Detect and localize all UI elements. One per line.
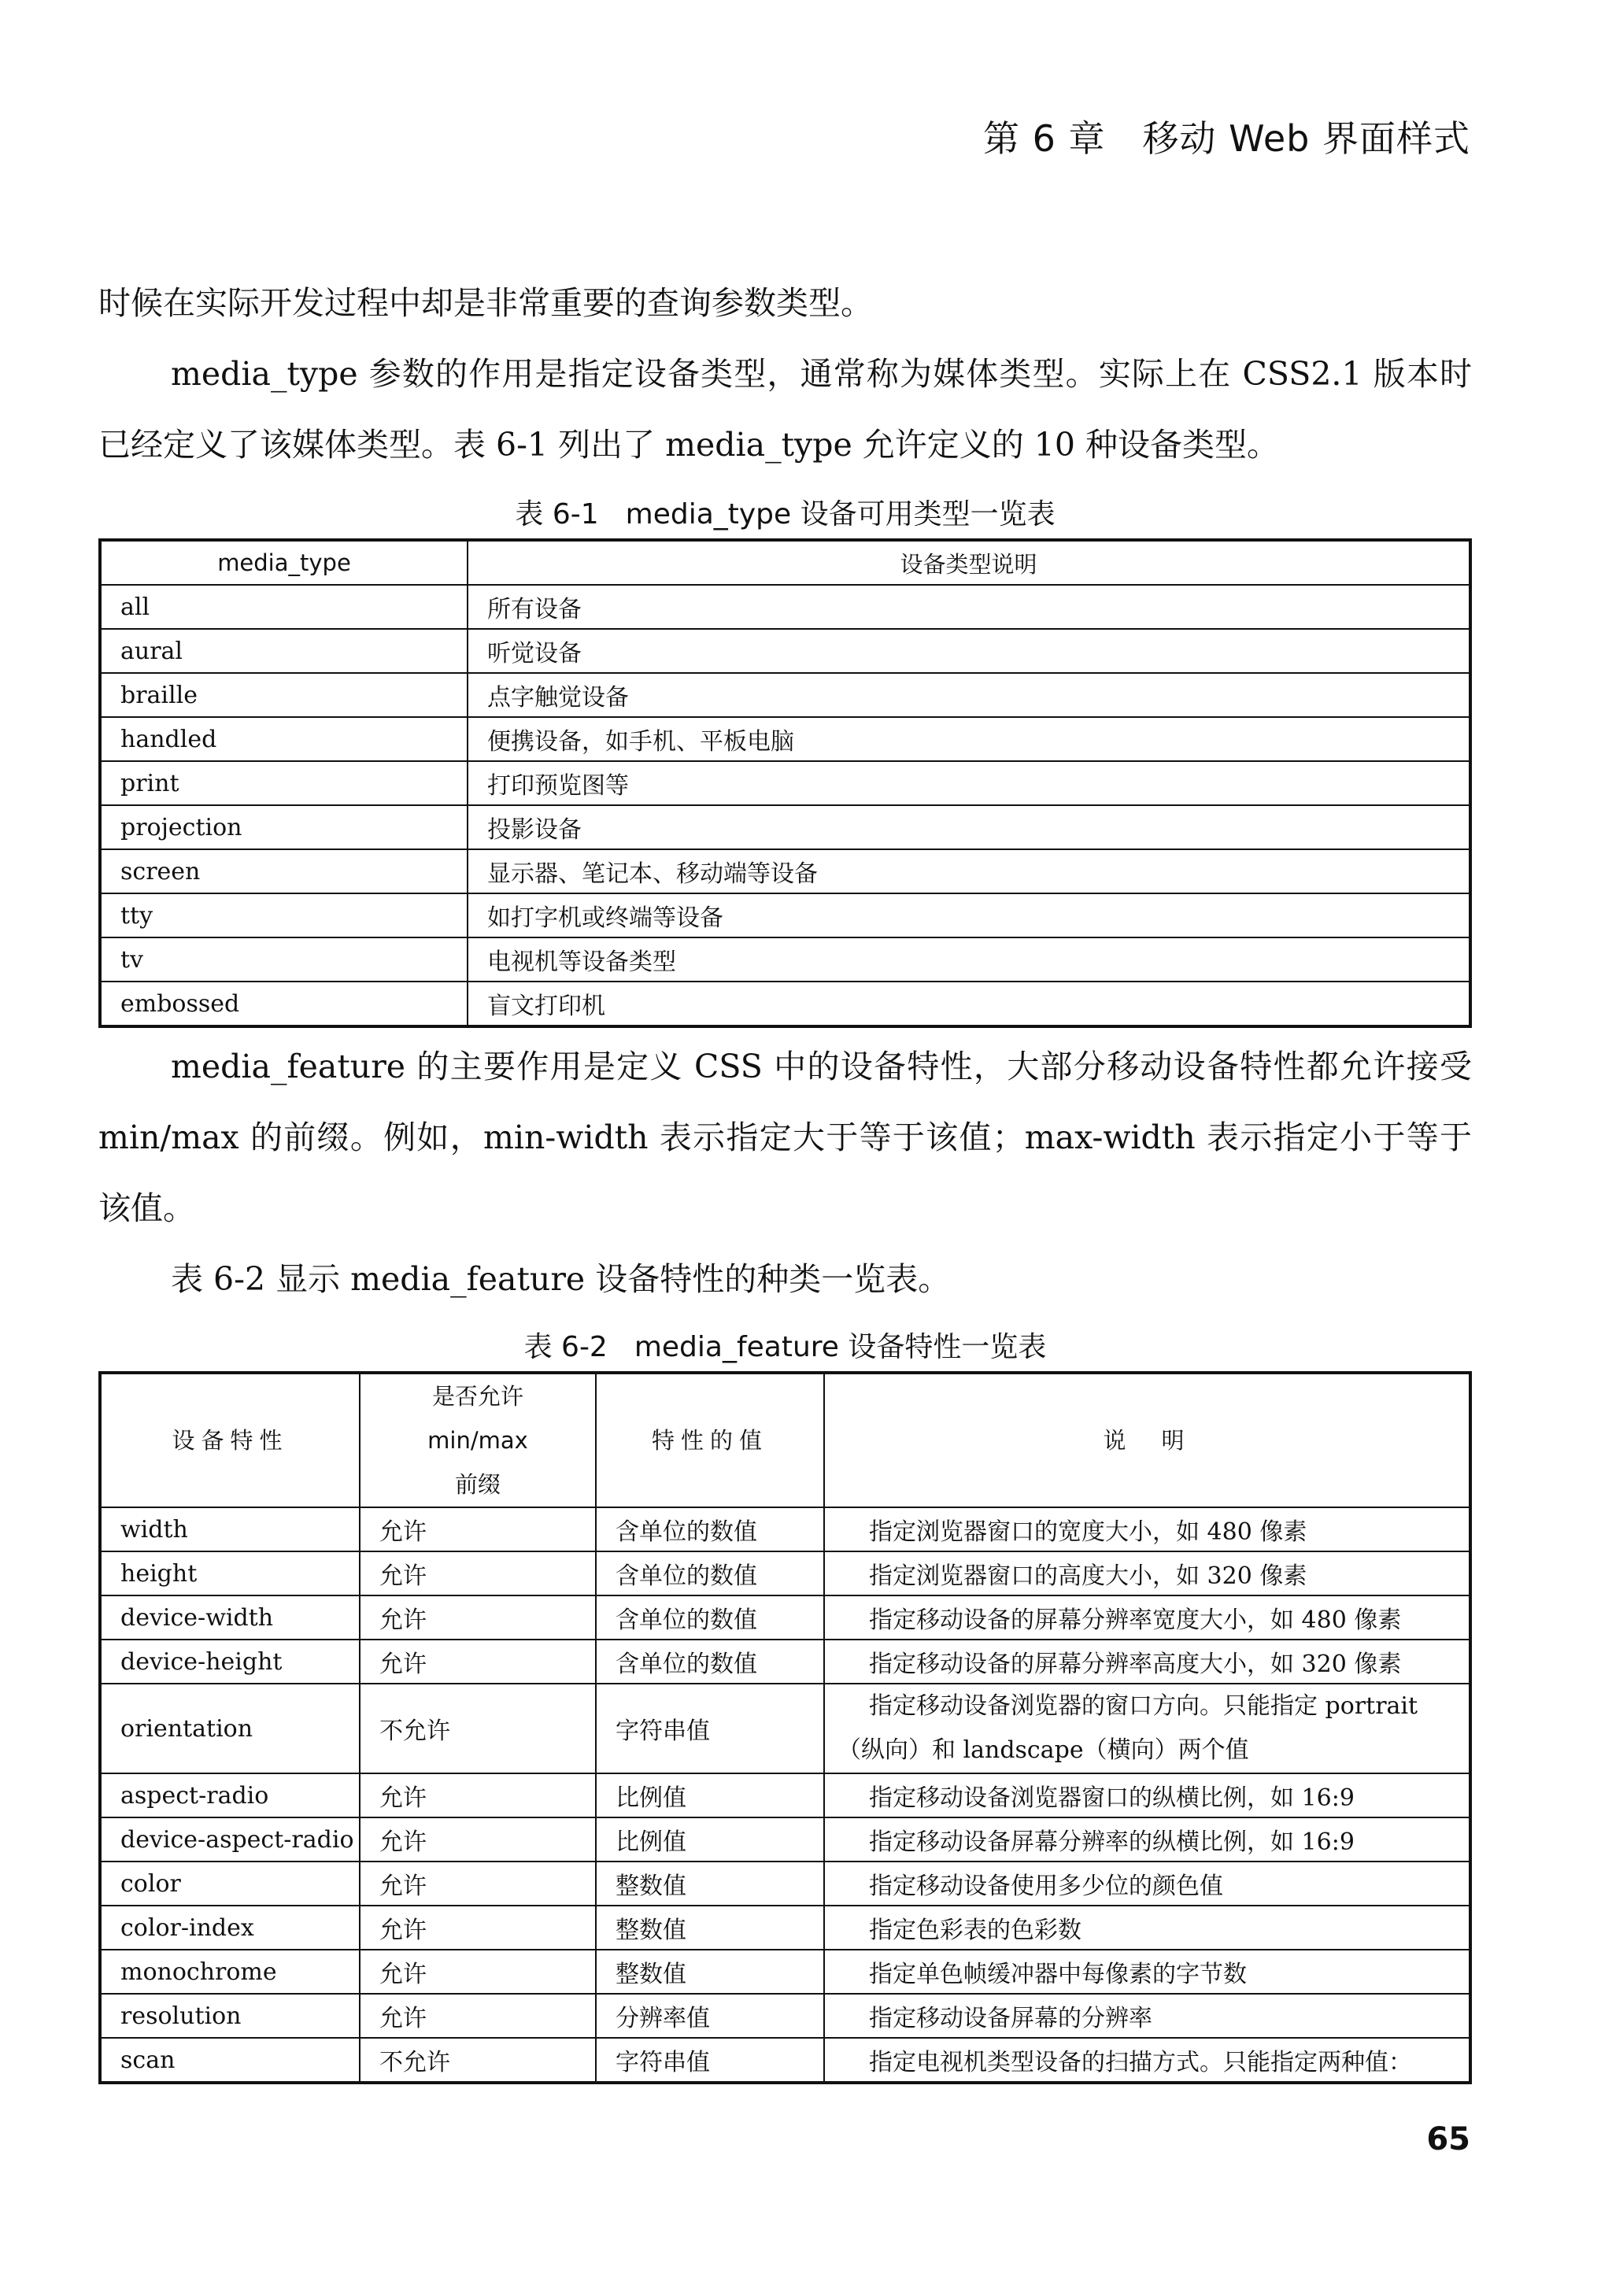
description-cell: 指定移动设备屏幕分辨率的纵横比例，如 16:9 [824,1817,1470,1862]
value-type-cell: 含单位的数值 [596,1507,824,1551]
feature-cell: orientation [100,1684,360,1773]
value-type-cell: 字符串值 [596,1684,824,1773]
description-cell: 指定移动设备屏幕的分辨率 [824,1994,1470,2038]
page-number: 65 [1426,2121,1470,2157]
table-row [100,629,1470,673]
feature-cell: device-height [100,1640,360,1684]
description-cell: 便携设备，如手机、平板电脑 [468,717,1470,761]
table-row [100,1551,1470,1595]
table-row [100,1862,1470,1906]
prefix-allowed-cell: 允许 [360,1507,596,1551]
table-row [100,1640,1470,1684]
value-type-cell: 整数值 [596,1906,824,1950]
feature-cell: monochrome [100,1950,360,1994]
table-1-caption [98,491,1472,538]
description-cell: 打印预览图等 [468,761,1470,805]
feature-cell: device-width [100,1595,360,1640]
value-type-cell: 整数值 [596,1862,824,1906]
value-type-cell: 分辨率值 [596,1994,824,2038]
media-type-cell: tv [100,937,468,982]
column-header-prefix-line-2: min/max [427,1427,528,1454]
feature-cell: height [100,1551,360,1595]
table-row [100,717,1470,761]
media-type-cell: embossed [100,982,468,1026]
paragraph-1: 时候在实际开发过程中却是非常重要的查询参数类型。 [98,284,873,322]
description-cell: 指定单色帧缓冲器中每像素的字节数 [824,1950,1470,1994]
table-row [100,585,1470,629]
table-header-row [100,1373,1470,1507]
description-cell: 指定移动设备的屏幕分辨率宽度大小，如 480 像素 [824,1595,1470,1640]
feature-cell: color [100,1862,360,1906]
description-cell: 点字触觉设备 [468,673,1470,717]
table-row [100,1994,1470,2038]
media-type-cell: tty [100,893,468,937]
column-header-description: 说 明 [824,1373,1470,1507]
value-type-cell: 含单位的数值 [596,1640,824,1684]
feature-cell: color-index [100,1906,360,1950]
description-cell: 指定色彩表的色彩数 [824,1906,1470,1950]
feature-cell: scan [100,2038,360,2083]
column-header-prefix-line-3: 前缀 [454,1471,501,1498]
table-row [100,2038,1470,2083]
table-1 [98,538,1472,1028]
description-cell: 指定移动设备使用多少位的颜色值 [824,1862,1470,1906]
description-cell: 听觉设备 [468,629,1470,673]
table-2-caption-number: 表 6-2 [523,1331,608,1363]
paragraph-3: media_feature 的主要作用是定义 CSS 中的设备特性，大部分移动设备特性都允许接受 min/max 的前缀。例如，min-width 表示指定大于等于该值；max-width 表示指定小于等于该值。 [98,1048,1472,1227]
prefix-allowed-cell: 允许 [360,1950,596,1994]
feature-cell: width [100,1507,360,1551]
description-cell: 电视机等设备类型 [468,937,1470,982]
description-cell: 指定浏览器窗口的宽度大小，如 480 像素 [824,1507,1470,1551]
table-row [100,1507,1470,1551]
table-row [100,893,1470,937]
page-content [98,268,1472,2084]
feature-cell: aspect-radio [100,1773,360,1817]
column-header-description: 设备类型说明 [468,540,1470,585]
running-header: 第 6 章 移动 Web 界面样式 [982,117,1470,160]
table-row [100,1773,1470,1817]
description-cell: 如打字机或终端等设备 [468,893,1470,937]
table-row [100,849,1470,893]
media-type-cell: screen [100,849,468,893]
prefix-allowed-cell: 允许 [360,1640,596,1684]
media-type-cell: projection [100,805,468,849]
prefix-allowed-cell: 允许 [360,1551,596,1595]
table-row [100,761,1470,805]
column-header-feature: 设备特性 [100,1373,360,1507]
table-row [100,673,1470,717]
description-cell: 所有设备 [468,585,1470,629]
table-1-caption-number: 表 6-1 [515,498,599,531]
description-cell: 盲文打印机 [468,982,1470,1026]
description-cell: 显示器、笔记本、移动端等设备 [468,849,1470,893]
feature-cell: device-aspect-radio [100,1817,360,1862]
table-2-caption [98,1324,1472,1371]
description-cell: 指定浏览器窗口的高度大小，如 320 像素 [824,1551,1470,1595]
prefix-allowed-cell: 允许 [360,1817,596,1862]
value-type-cell: 整数值 [596,1950,824,1994]
prefix-allowed-cell: 不允许 [360,1684,596,1773]
table-2 [98,1371,1472,2084]
value-type-cell: 比例值 [596,1817,824,1862]
column-header-media-type: media_type [100,540,468,585]
table-1-caption-title: media_type 设备可用类型一览表 [625,498,1056,531]
value-type-cell: 字符串值 [596,2038,824,2083]
paragraph-4: 表 6-2 显示 media_feature 设备特性的种类一览表。 [171,1260,951,1298]
media-type-cell: all [100,585,468,629]
media-type-cell: print [100,761,468,805]
description-cell: 指定移动设备浏览器的窗口方向。只能指定 portrait（纵向）和 landscape（横向）两个值 [824,1684,1470,1773]
column-header-value: 特性的值 [596,1373,824,1507]
value-type-cell: 含单位的数值 [596,1595,824,1640]
prefix-allowed-cell: 不允许 [360,2038,596,2083]
column-header-prefix-line-1: 是否允许 [431,1383,523,1410]
media-type-cell: aural [100,629,468,673]
table-row [100,1595,1470,1640]
table-header-row [100,540,1470,585]
table-row [100,805,1470,849]
media-type-cell: handled [100,717,468,761]
description-cell: 指定移动设备的屏幕分辨率高度大小，如 320 像素 [824,1640,1470,1684]
paragraph-2: media_type 参数的作用是指定设备类型，通常称为媒体类型。实际上在 CSS2.1 版本时已经定义了该媒体类型。表 6-1 列出了 media_type 允许定义的 10 种设备类型。 [98,355,1472,464]
value-type-cell: 含单位的数值 [596,1551,824,1595]
description-cell: 指定电视机类型设备的扫描方式。只能指定两种值： [824,2038,1470,2083]
prefix-allowed-cell: 允许 [360,1773,596,1817]
value-type-cell: 比例值 [596,1773,824,1817]
table-row [100,1950,1470,1994]
table-2-caption-title: media_feature 设备特性一览表 [634,1331,1047,1363]
feature-cell: resolution [100,1994,360,2038]
column-header-prefix [360,1373,596,1507]
description-cell: 指定移动设备浏览器窗口的纵横比例，如 16:9 [824,1773,1470,1817]
prefix-allowed-cell: 允许 [360,1906,596,1950]
table-row [100,1817,1470,1862]
media-type-cell: braille [100,673,468,717]
table-row [100,1684,1470,1773]
table-row [100,1906,1470,1950]
table-row [100,982,1470,1026]
prefix-allowed-cell: 允许 [360,1862,596,1906]
description-cell: 投影设备 [468,805,1470,849]
prefix-allowed-cell: 允许 [360,1994,596,2038]
table-row [100,937,1470,982]
prefix-allowed-cell: 允许 [360,1595,596,1640]
